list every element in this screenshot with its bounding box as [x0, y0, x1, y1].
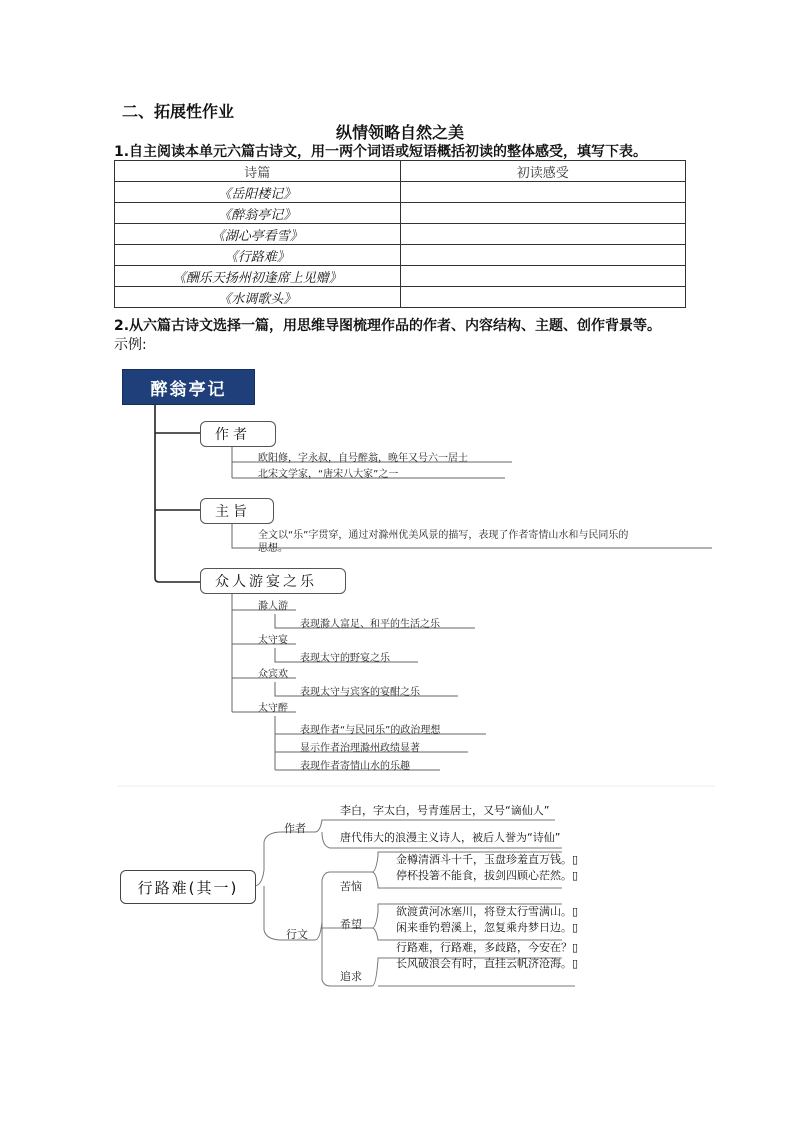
question-1: 1.自主阅读本单元六篇古诗文，用一两个词语或短语概括初读的整体感受，填写下表。	[114, 144, 648, 160]
poem-cell: 《醉翁亭记》	[115, 203, 401, 224]
map1-joy-node: 众人游宴之乐	[200, 568, 346, 594]
poem-cell: 《酬乐天扬州初逢席上见赠》	[115, 266, 401, 287]
map1-group-leaf: 表现作者寄情山水的乐趣	[300, 761, 410, 772]
map1-group-label: 众宾欢	[258, 669, 288, 680]
map2-text-label: 行文	[286, 928, 308, 941]
map2-title: 行路难(其一)	[120, 870, 256, 904]
map2-author-line: 李白，字太白，号青莲居士，又号“谪仙人”	[340, 804, 550, 817]
map2-section-label: 希望	[340, 918, 362, 931]
example-label: 示例:	[114, 337, 147, 353]
map2-section-label: 苦恼	[340, 880, 362, 893]
section-heading: 二、拓展性作业	[122, 102, 235, 121]
map2-section-line: 停杯投箸不能食，拔剑四顾心茫然。▯	[396, 869, 579, 882]
map1-theme-node: 主旨	[200, 498, 274, 524]
header-poem: 诗篇	[115, 161, 401, 182]
poem-cell: 《水调歌头》	[115, 287, 401, 308]
map1-group-leaf: 表现滁人富足、和平的生活之乐	[300, 619, 440, 630]
map1-author-leaf: 北宋文学家，“唐宋八大家”之一	[258, 469, 399, 480]
poem-cell: 《岳阳楼记》	[115, 182, 401, 203]
map1-author-node: 作者	[200, 421, 276, 447]
header-impression: 初读感受	[400, 161, 686, 182]
map2-section-line: 闲来垂钓碧溪上，忽复乘舟梦日边。▯	[396, 921, 579, 934]
map1-group-label: 太守宴	[258, 635, 288, 646]
map1-group-label: 滁人游	[258, 601, 288, 612]
map2-section-line: 长风破浪会有时，直挂云帆济沧海。▯	[396, 957, 579, 970]
map1-theme-line: 全文以“乐”字贯穿，通过对滁州优美风景的描写，表现了作者寄情山水和与民同乐的	[258, 530, 629, 541]
map2-author-label: 作者	[284, 822, 306, 835]
map1-author-leaf: 欧阳修，字永叔，自号醉翁，晚年又号六一居士	[258, 453, 468, 464]
map2-section-line: 欲渡黄河冰塞川，将登太行雪满山。▯	[396, 905, 579, 918]
map1-theme-line: 思想。	[258, 543, 288, 554]
poem-cell: 《行路难》	[115, 245, 401, 266]
map1-group-leaf: 显示作者治理滁州政绩显著	[300, 743, 420, 754]
poem-cell: 《湖心亭看雪》	[115, 224, 401, 245]
map2-section-label: 追求	[340, 970, 362, 983]
map2-author-line: 唐代伟大的浪漫主义诗人，被后人誉为“诗仙”	[340, 831, 561, 844]
map1-group-leaf: 表现太守的野宴之乐	[300, 653, 390, 664]
question-2: 2.从六篇古诗文选择一篇，用思维导图梳理作品的作者、内容结构、主题、创作背景等。	[114, 318, 662, 334]
map1-title: 醉翁亭记	[122, 369, 255, 405]
map1-group-leaf: 表现作者“与民同乐”的政治理想	[300, 725, 441, 736]
page-title: 纵情领略自然之美	[335, 123, 464, 142]
map2-section-line: 行路难，行路难，多歧路，今安在？▯	[396, 941, 579, 954]
map1-group-leaf: 表现太守与宾客的宴酣之乐	[300, 687, 420, 698]
map2-section-line: 金樽清酒斗十千，玉盘珍羞直万钱。▯	[396, 853, 579, 866]
map1-group-label: 太守醉	[258, 703, 288, 714]
